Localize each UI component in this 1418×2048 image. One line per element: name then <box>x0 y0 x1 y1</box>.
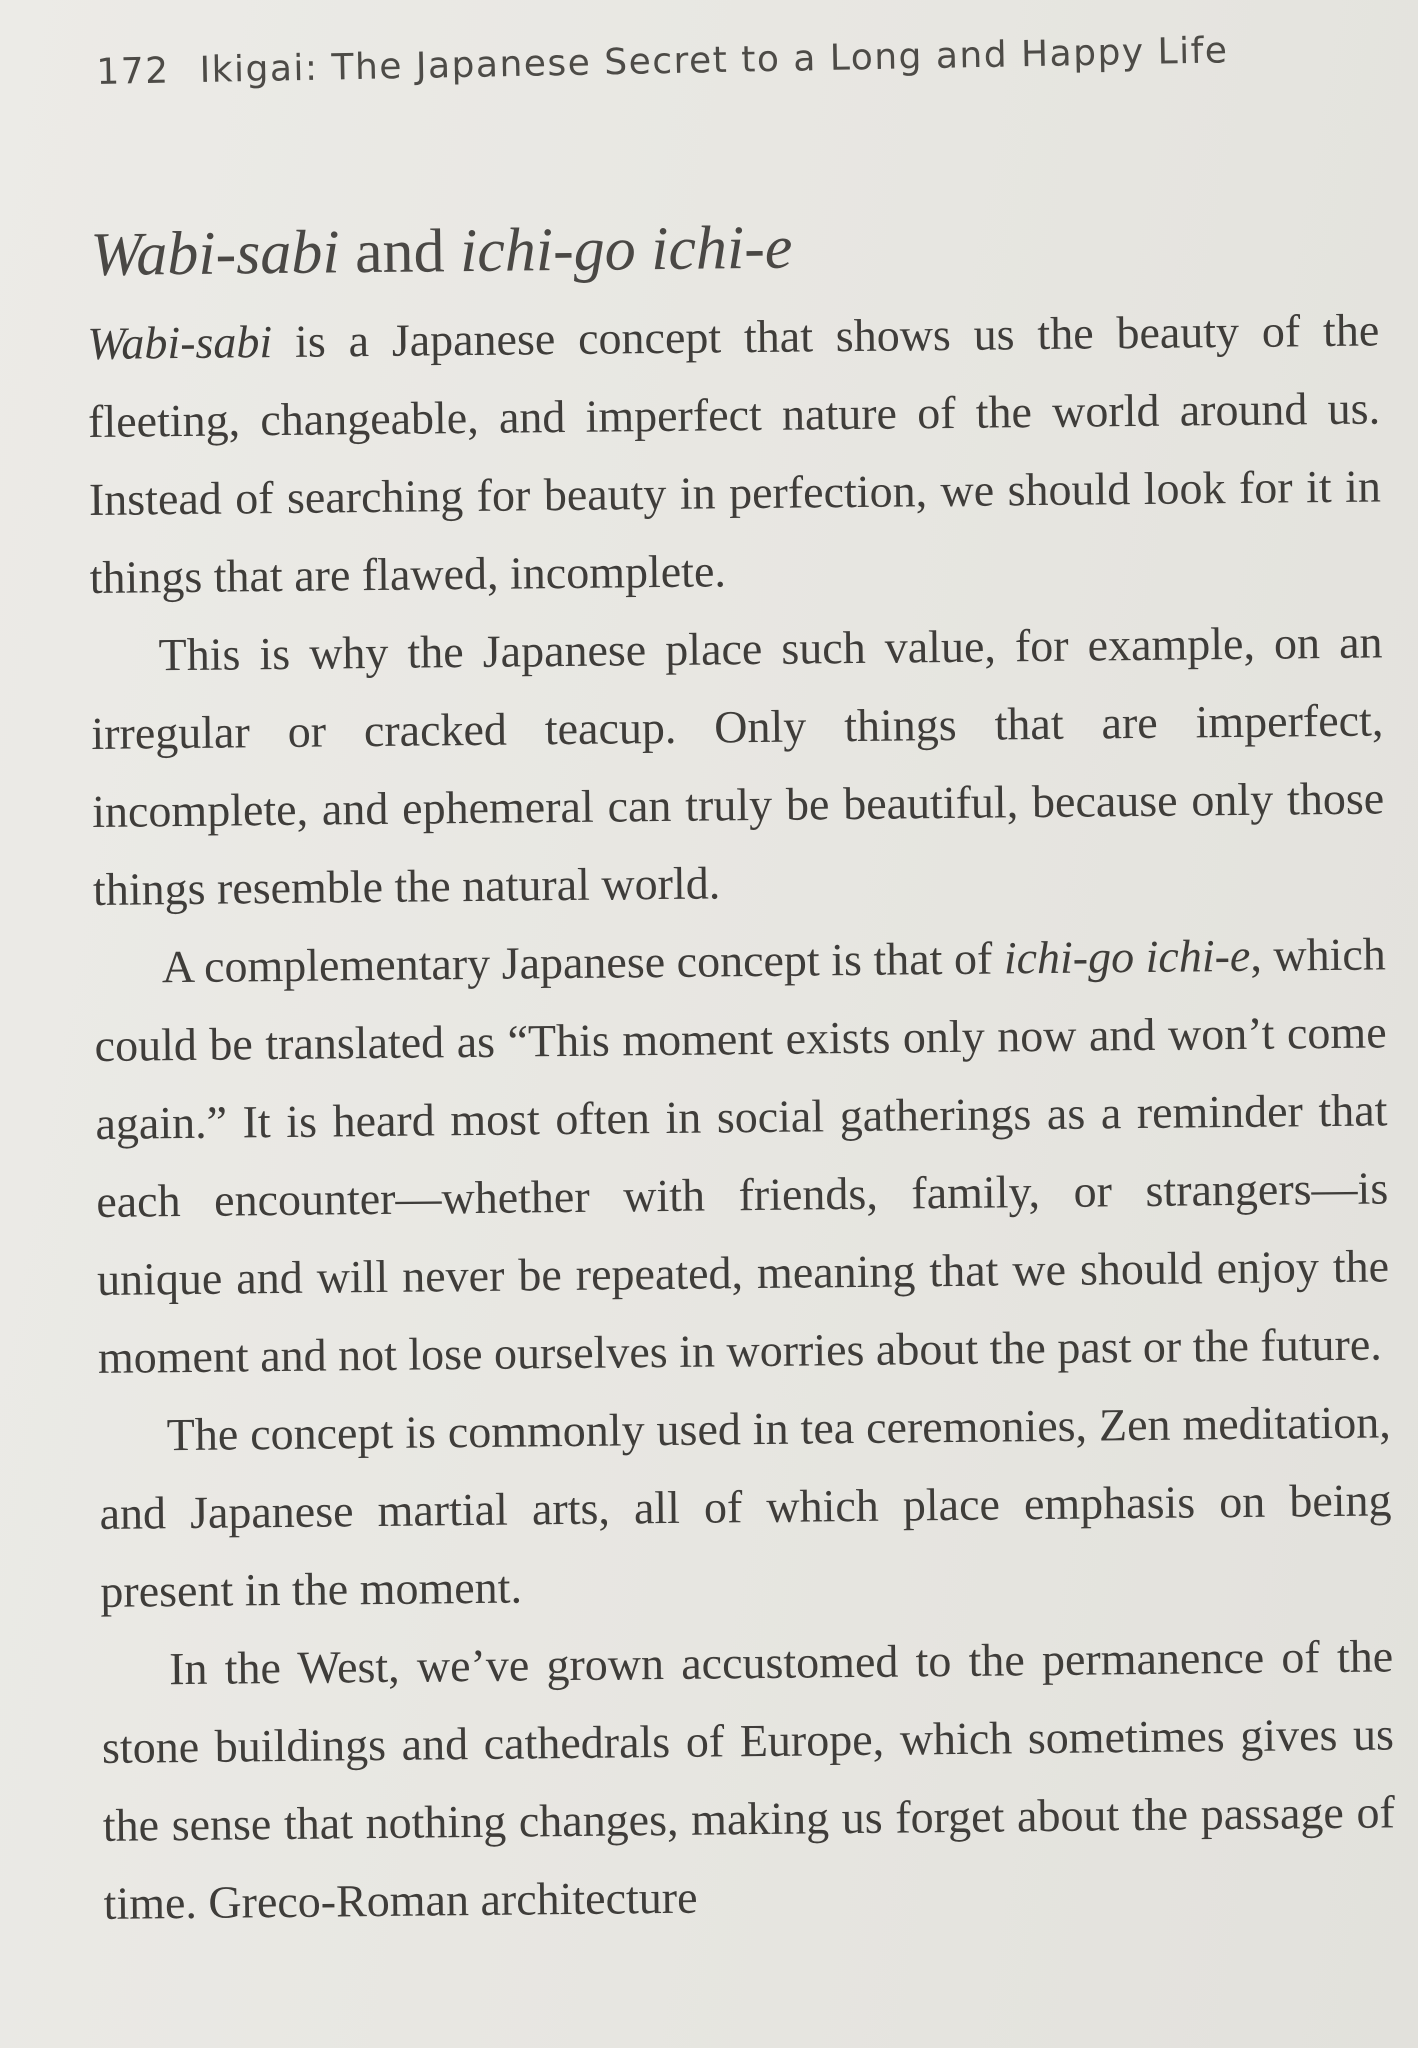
body-text <box>86 206 1396 1942</box>
paragraph-1-italic: Wabi-sabi <box>87 316 273 369</box>
running-title: Ikigai: The Japanese Secret to a Long and Happy Life <box>199 30 1229 92</box>
paragraph-2 <box>90 603 1385 929</box>
heading-connector: and <box>339 217 461 287</box>
running-head <box>96 29 1297 93</box>
paragraph-4 <box>98 1383 1392 1631</box>
paragraph-4-text: The concept is commonly used in tea ceremonies, Zen meditation, and Japanese martial arts, all of which place emphasis on being present in the moment. <box>99 1396 1392 1617</box>
paragraph-1 <box>87 291 1382 617</box>
paragraph-3 <box>93 915 1390 1397</box>
paragraph-3-italic: ichi-go ichi-e <box>1003 929 1251 984</box>
paragraph-5 <box>101 1617 1396 1943</box>
paragraph-3-text-a: A complementary Japanese concept is that of <box>161 932 1005 993</box>
page-number: 172 <box>96 50 170 93</box>
section-heading <box>90 206 1379 290</box>
heading-italic-wabi-sabi: Wabi-sabi <box>90 218 340 289</box>
paragraph-5-text: In the West, we’ve grown accustomed to the permanence of the stone buildings and cathedrals of Europe, which sometimes gives us the sense that nothing changes, making us forget about the passage of time. Greco-Roman architecture <box>101 1630 1396 1929</box>
heading-italic-ichi-go: ichi-go ichi-e <box>459 213 793 286</box>
paragraph-1-text: is a Japanese concept that shows us the beauty of the fleeting, changeable, and imperfect nature of the world around us. Instead of searching for beauty in perfection, we should look for it in things that are flawed, incomplete. <box>87 304 1382 603</box>
paragraph-2-text: This is why the Japanese place such value, for example, on an irregular or cracked teacup. Only things that are imperfect, incomplete, and ephemeral can truly be beautiful, because only those things resemble the natural world. <box>91 616 1385 915</box>
paragraph-3-text-b: , which could be translated as “This moment exists only now and won’t come again.” It is heard most often in social gatherings as a reminder that each encounter—whether with friends, family, or strangers—is unique and will never be repeated, meaning that we should enjoy the moment and not lose ourselves in worries about the past or the future. <box>94 928 1390 1383</box>
